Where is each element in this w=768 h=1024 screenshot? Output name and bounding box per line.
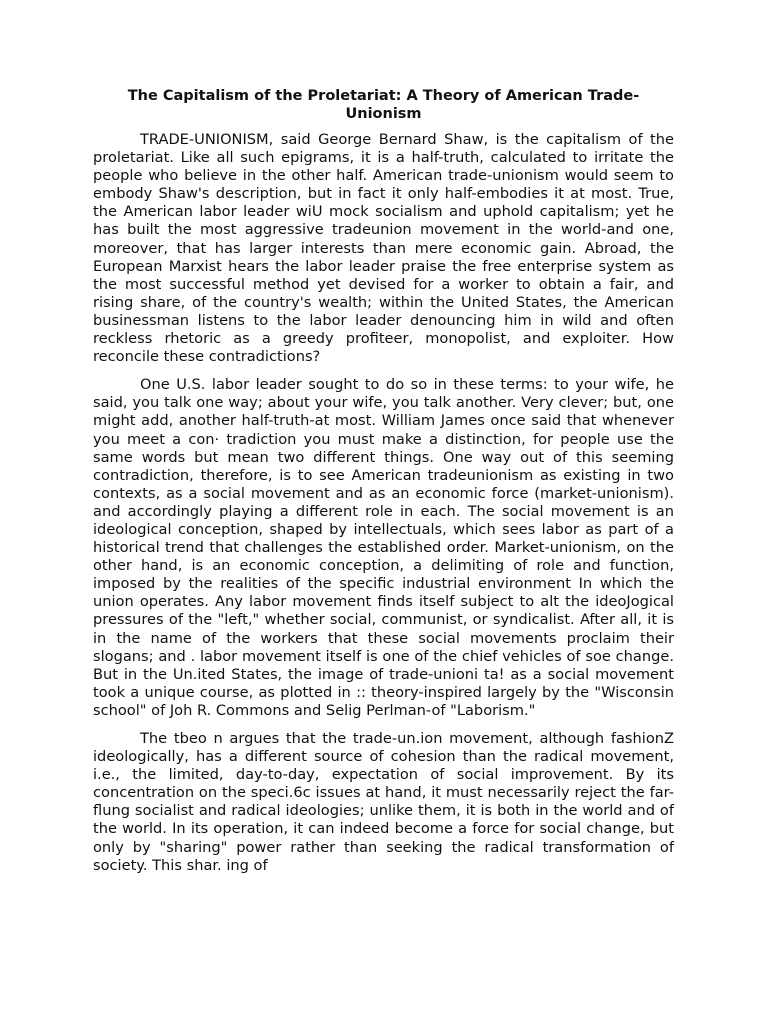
paragraph-1: TRADE-UNIONISM, said George Bernard Shaw, is the capitalism of the proletariat. Like all such epigrams, it is a half-truth, calculated to irritate the people who believe in the other half. American trade-unionism would seem to embody Shaw's description, but in fact it only half-embodies it at most. True, the American labor leader wiU mock socialism and uphold capitalism; yet he has built the most aggressive tradeunion movement in the world-and one, moreover, that has larger interests than mere economic gain. Abroad, the European Marxist hears the labor leader praise the free enterprise system as the most successful method yet devised for a worker to obtain a fair, and rising share, of the country's wealth; within the United States, the American businessman listens to the labor leader denouncing him in wild and often reckless rhetoric as a greedy profiteer, monopolist, and exploiter. How reconcile these contradictions?	[93, 131, 674, 366]
document-page	[93, 87, 674, 885]
paragraph-2: One U.S. labor leader sought to do so in these terms: to your wife, he said, you talk one way; about your wife, you talk another. Very clever; but, one might add, another half-truth-at most. William James once said that whenever you meet a con· tradiction you must make a distinction, for people use the same words but mean two different things. One way out of this seeming contradiction, therefore, is to see American tradeunionism as existing in two contexts, as a social movement and as an economic force (market-unionism). and accordingly playing a different role in each. The social movement is an ideological conception, shaped by intellectuals, which sees labor as part of a historical trend that challenges the established order. Market-unionism, on the other hand, is an economic conception, a delimiting of role and function, imposed by the realities of the specific industrial environment In which the union operates. Any labor movement finds itself subject to alt the ideoJogical pressures of the "left," whether social, communist, or syndicalist. After all, it is in the name of the workers that these social movements proclaim their slogans; and . labor movement itself is one of the chief vehicles of soe change. But in the Un.ited States, the image of trade-unioni ta! as a social movement took a unique course, as plotted in :: theory-inspired largely by the "Wisconsin school" of Joh R. Commons and Selig Perlman-of "Laborism."	[93, 376, 674, 719]
paragraph-3: The tbeo n argues that the trade-un.ion movement, although fashionZ ideologically, has a different source of cohesion than the radical movement, i.e., the limited, day-to-day, expectation of social improvement. By its concentration on the speci.6c issues at hand, it must necessarily reject the far-flung socialist and radical ideologies; unlike them, it is both in the world and of the world. In its operation, it can indeed become a force for social change, but only by "sharing" power rather than seeking the radical transformation of society. This shar. ing of	[93, 730, 674, 874]
document-title: The Capitalism of the Proletariat: A Theory of American Trade-Unionism	[127, 88, 640, 122]
